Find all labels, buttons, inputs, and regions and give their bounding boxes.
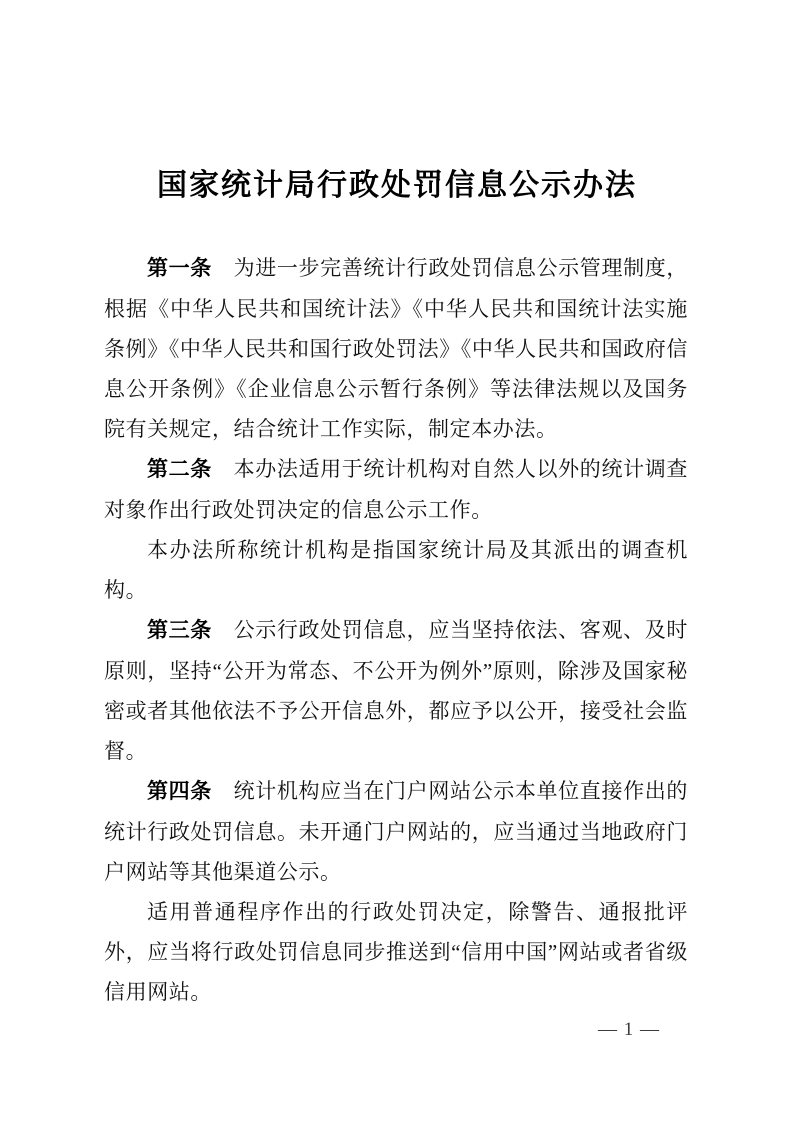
paragraph-text: 为进一步完善统计行政处罚信息公示管理制度，根据《中华人民共和国统计法》《中华人民共和国统计法实施条例》《中华人民共和国行政处罚法》《中华人民共和国政府信息公开条例》《企业信息公示暂行条例》等法律法规以及国务院有关规定，结合统计工作实际，制定本办法。 [104,256,688,441]
paragraph-article-4-continuation [104,892,688,1012]
paragraph-article-1 [104,248,688,449]
paragraph-text: 公示行政处罚信息，应当坚持依法、客观、及时原则，坚持“公开为常态、不公开为例外”原则，除涉及国家秘密或者其他依法不予公开信息外，都应予以公开，接受社会监督。 [104,618,688,763]
page-number: — 1 — [598,1019,660,1040]
paragraph-text: 本办法所称统计机构是指国家统计局及其派出的调查机构。 [104,538,688,602]
paragraph-article-3 [104,610,688,771]
paragraph-article-2-continuation [104,530,688,610]
document-title: 国家统计局行政处罚信息公示办法 [157,169,637,202]
article-number-label: 第一条 [147,257,212,280]
paragraph-text: 统计机构应当在门户网站公示本单位直接作出的统计行政处罚信息。未开通门户网站的，应当通过当地政府门户网站等其他渠道公示。 [104,779,688,884]
document-body [104,248,688,1012]
article-number-label: 第三条 [147,619,212,642]
article-number-label: 第四条 [147,780,212,803]
paragraph-text: 本办法适用于统计机构对自然人以外的统计调查对象作出行政处罚决定的信息公示工作。 [104,457,688,522]
paragraph-article-2 [104,449,688,530]
paragraph-article-4 [104,771,688,892]
paragraph-text: 适用普通程序作出的行政处罚决定，除警告、通报批评外，应当将行政处罚信息同步推送到“信用中国”网站或者省级信用网站。 [104,900,688,1004]
article-number-label: 第二条 [147,458,212,481]
